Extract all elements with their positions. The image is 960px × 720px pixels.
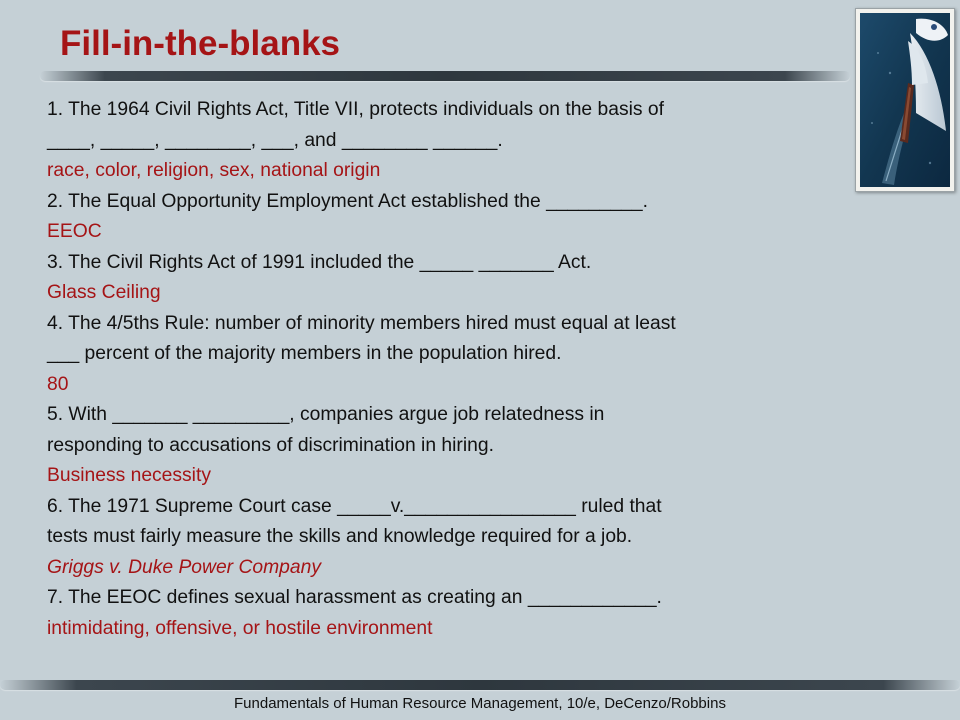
question-text: 4. The 4/5ths Rule: number of minority members hired must equal at least	[47, 312, 676, 334]
list-item	[47, 95, 842, 187]
answer-text: 80	[47, 373, 69, 395]
question-text: ___ percent of the majority members in the population hired.	[47, 343, 562, 364]
title-divider	[40, 71, 850, 81]
sailboat-image	[860, 13, 950, 187]
answer-text: Business necessity	[47, 465, 211, 486]
sailboat-photo	[855, 8, 955, 192]
answer-text: EEOC	[47, 221, 102, 242]
list-item	[47, 309, 842, 401]
list-item	[47, 248, 842, 309]
answer-text: intimidating, offensive, or hostile environment	[47, 617, 433, 639]
question-text: 3. The Civil Rights Act of 1991 included the _____ _______ Act.	[47, 251, 592, 273]
list-item	[47, 187, 842, 248]
list-item	[47, 492, 842, 584]
slide-footer: Fundamentals of Human Resource Management, 10/e, DeCenzo/Robbins	[234, 695, 726, 712]
slide-title: Fill-in-the-blanks	[60, 24, 340, 63]
question-text: 6. The 1971 Supreme Court case _____v.________________ ruled that	[47, 495, 662, 517]
footer-divider	[0, 680, 960, 690]
question-text: 5. With _______ _________, companies argue job relatedness in	[47, 404, 605, 425]
answer-text: race, color, religion, sex, national origin	[47, 160, 381, 181]
question-text: responding to accusations of discrimination in hiring.	[47, 434, 494, 456]
question-text: 7. The EEOC defines sexual harassment as creating an ____________.	[47, 587, 662, 608]
question-text: 2. The Equal Opportunity Employment Act established the _________.	[47, 190, 648, 212]
question-text: ____, _____, ________, ___, and ________ ______.	[47, 129, 503, 151]
answer-text: Glass Ceiling	[47, 282, 161, 303]
question-text: tests must fairly measure the skills and knowledge required for a job.	[47, 526, 633, 547]
answer-text: Griggs v. Duke Power Company	[47, 556, 321, 578]
fill-in-list	[47, 95, 842, 644]
question-text: 1. The 1964 Civil Rights Act, Title VII, protects individuals on the basis of	[47, 99, 664, 120]
list-item	[47, 583, 842, 644]
list-item	[47, 400, 842, 492]
